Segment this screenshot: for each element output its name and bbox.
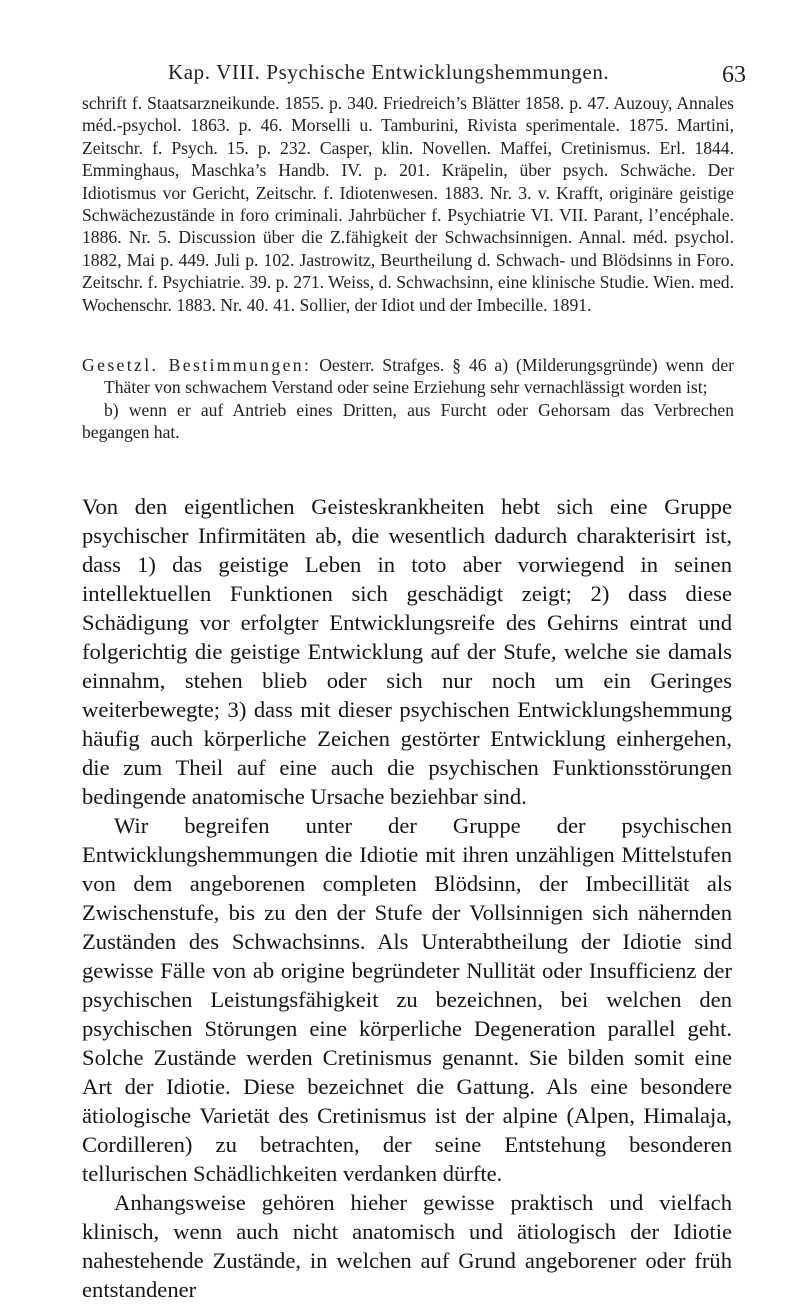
page-number: 63 (722, 62, 746, 88)
law-label: Gesetzl. Bestimmungen: (82, 355, 312, 375)
body-paragraph-3: Anhangsweise gehören hieher gewisse praktisch und vielfach klinisch, wenn auch nicht anatomisch und ätiologisch der Idiotie nahestehende Zustände, in welchen auf Grund angeborener oder früh entstandener (82, 1190, 732, 1302)
chapter-title: Kap. VIII. Psychische Entwicklungshemmungen. (168, 60, 610, 84)
legal-provisions (82, 354, 734, 444)
law-part-b: b) wenn er auf Antrieb eines Dritten, aus Furcht oder Gehorsam das Verbrechen begangen hat. (82, 399, 734, 443)
main-text (82, 492, 732, 1304)
body-paragraph-2: Wir begreifen unter der Gruppe der psychischen Entwicklungshemmungen die Idiotie mit ihren unzähligen Mittelstufen von dem angeborenen completen Blödsinn, der Imbecillität als Zwischenstufe, bis zu den der Stufe der Vollsinnigen sich nähernden Zuständen des Schwachsinns. Als Unterabtheilung der Idiotie sind gewisse Fälle von ab origine begründeter Nullität oder Insufficienz der psychischen Leistungsfähigkeit zu bezeichnen, bei welchen den psychischen Störungen eine körperliche Degeneration parallel geht. Solche Zustände werden Cretinismus genannt. Sie bilden somit eine Art der Idiotie. Diese bezeichnet die Gattung. Als eine besondere ätiologische Varietät des Cretinismus ist der alpine (Alpen, Himalaja, Cordilleren) zu betrachten, der seine Entstehung besonderen tellurischen Schädlichkeiten verdanken dürfte. (82, 813, 732, 1186)
literature-references (82, 92, 734, 316)
law-part-a-text: Oesterr. Strafges. § 46 a) (Milderungsgründe) wenn der Thäter von schwachem Verstand oder seine Erziehung sehr vernachlässigt worden ist; (104, 355, 735, 398)
literature-paragraph: schrift f. Staatsarzneikunde. 1855. p. 340. Friedreich’s Blätter 1858. p. 47. Auzouy, Annales méd.-psychol. 1863. p. 46. Morselli u. Tamburini, Rivista sperimentale. 1875. Martini, Zeitschr. f. Psych. 15. p. 232. Casper, klin. Novellen. Maffei, Cretinismus. Erl. 1844. Emminghaus, Maschka’s Handb. IV. p. 201. Kräpelin, über psych. Schwäche. Der Idiotismus vor Gericht, Zeitschr. f. Idiotenwesen. 1883. Nr. 3. v. Krafft, originäre geistige Schwächezustände in foro criminali. Jahrbücher f. Psychiatrie VI. VII. Parant, l’encéphale. 1886. Nr. 5. Discussion über die Z.fähigkeit der Schwachsinnigen. Annal. méd. psychol. 1882, Mai p. 449. Juli p. 102. Jastrowitz, Beurtheilung d. Schwach- und Blödsinns in Foro. Zeitschr. f. Psychiatrie. 39. p. 271. Weiss, d. Schwachsinn, eine klinische Studie. Wien. med. Wochenschr. 1883. Nr. 40. 41. Sollier, der Idiot und der Imbecille. 1891. (82, 93, 734, 315)
law-part-a (82, 354, 734, 399)
running-header (0, 50, 800, 90)
body-paragraph-1: Von den eigentlichen Geisteskrankheiten hebt sich eine Gruppe psychischer Infirmitäten ab, die wesentlich dadurch charakterisirt ist, dass 1) das geistige Leben in toto aber vorwiegend in seinen intellektuellen Funktionen sich geschädigt zeigt; 2) dass diese Schädigung vor erfolgter Entwicklungsreife des Gehirns eintrat und folgerichtig die geistige Entwicklung auf der Stufe, welche sie damals einnahm, stehen blieb oder sich nur noch um ein Geringes weiterbewegte; 3) dass mit dieser psychischen Entwicklungshemmung häufig auch körperliche Zeichen gestörter Entwicklung einhergehen, die zum Theil auf eine auch die psychischen Funktionsstörungen bedingende anatomische Ursache beziehbar sind. (82, 494, 732, 809)
